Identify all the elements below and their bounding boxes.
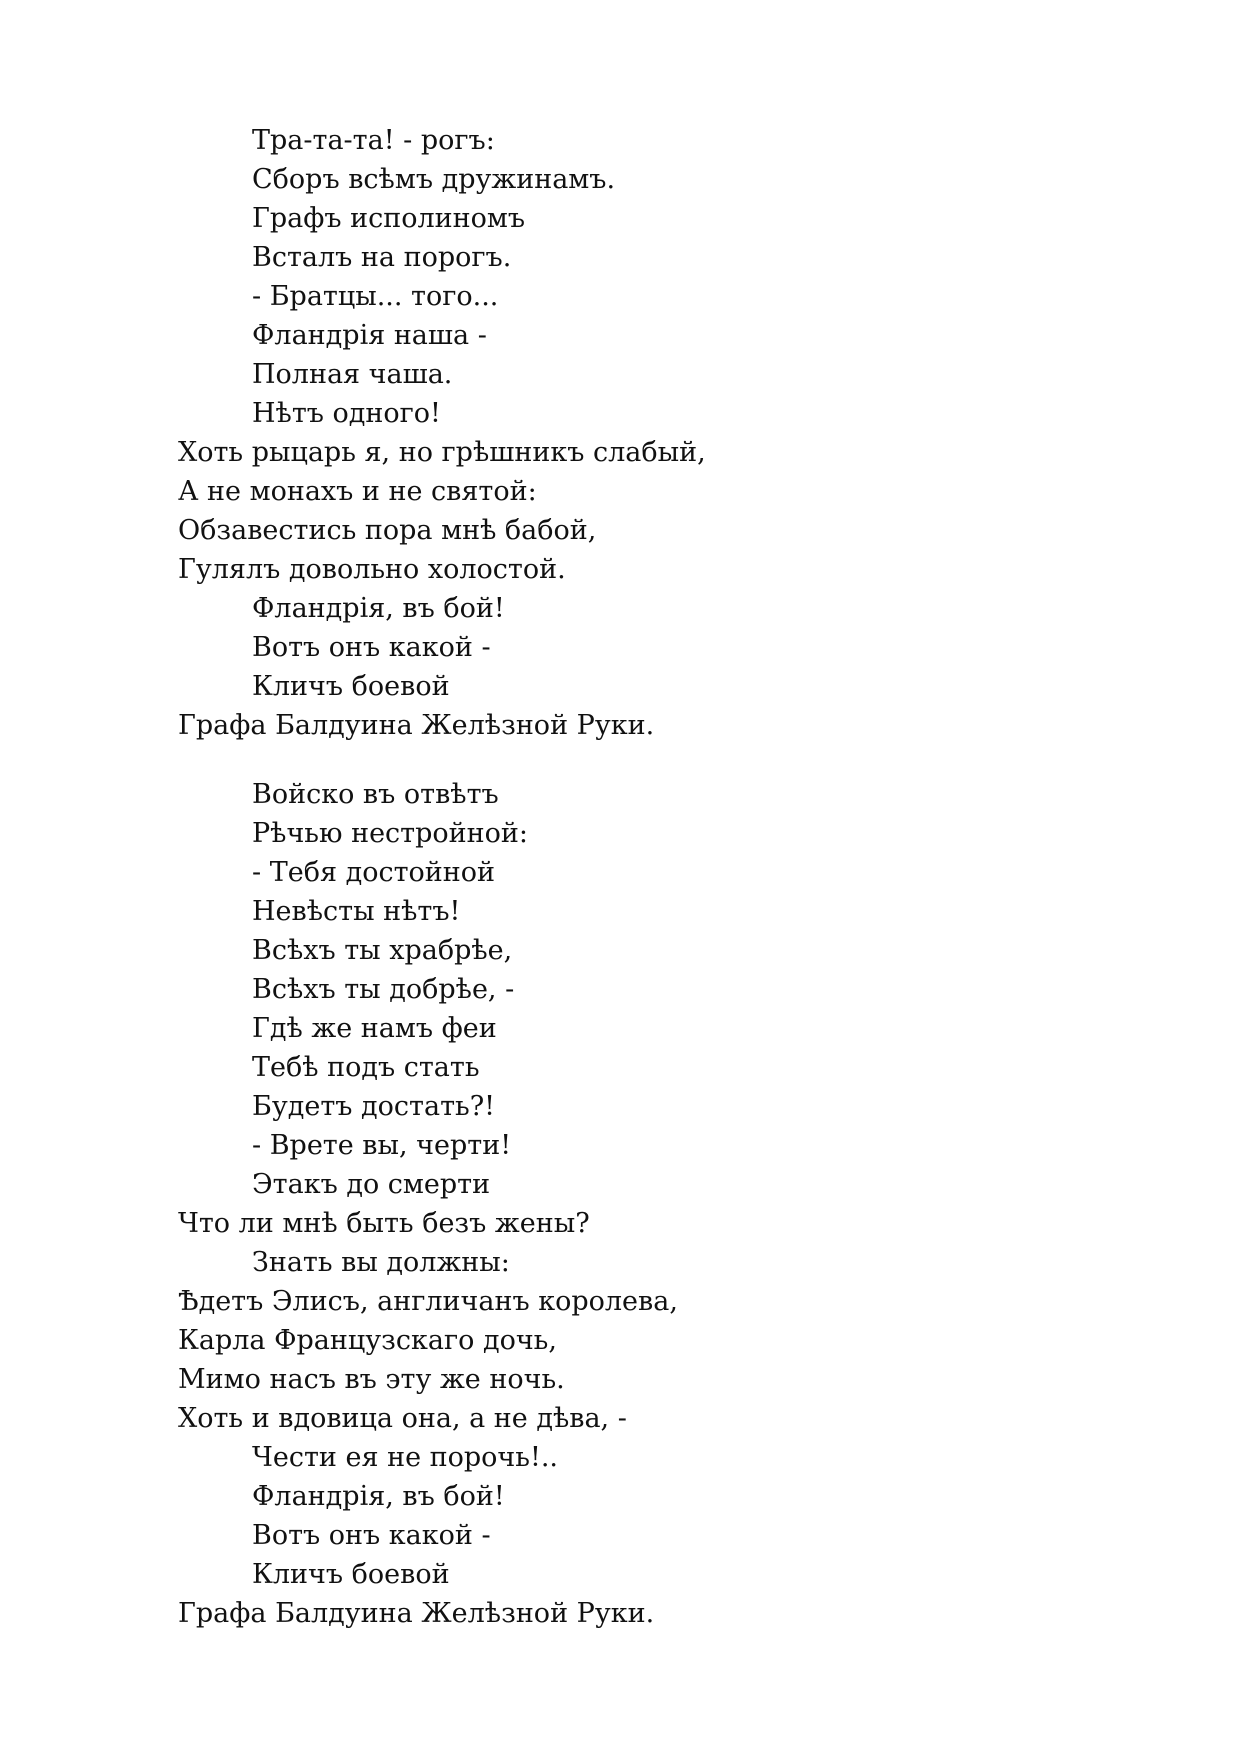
poem-line: Знать вы должны:: [252, 1247, 510, 1278]
poem-line: А не монахъ и не святой:: [178, 476, 537, 507]
poem-line: - Братцы... того...: [252, 281, 499, 312]
poem-line: Мимо насъ въ эту же ночь.: [178, 1364, 565, 1395]
poem-line: Нѣтъ одного!: [252, 398, 441, 429]
poem-line: Этакъ до смерти: [252, 1169, 491, 1200]
poem-line: - Врете вы, черти!: [252, 1130, 512, 1161]
poem-line: Будетъ достать?!: [252, 1091, 496, 1122]
poem-line: Графъ исполиномъ: [252, 203, 526, 234]
poem-line: Графа Балдуина Желѣзной Руки.: [178, 710, 655, 741]
poem-line: Всѣхъ ты храбрѣе,: [252, 935, 513, 966]
poem-line: Что ли мнѣ быть безъ жены?: [178, 1208, 590, 1239]
poem-line: Фландрія, въ бой!: [252, 1481, 505, 1512]
poem-line: Карла Французскаго дочь,: [178, 1325, 557, 1356]
poem-line: - Тебя достойной: [252, 857, 495, 888]
poem-line: Гулялъ довольно холостой.: [178, 554, 566, 585]
poem-line: Вотъ онъ какой -: [252, 1520, 491, 1551]
poem-line: Кличъ боевой: [252, 1559, 450, 1590]
stanza-gap: [178, 745, 1078, 775]
poem-line: Вотъ онъ какой -: [252, 632, 491, 663]
poem-line: Фландрія, въ бой!: [252, 593, 505, 624]
poem-line: Всѣхъ ты добрѣе, -: [252, 974, 515, 1005]
poem-line: Сборъ всѣмъ дружинамъ.: [252, 164, 616, 195]
poem-line: Кличъ боевой: [252, 671, 450, 702]
poem-line: Войско въ отвѣтъ: [252, 779, 499, 810]
poem-body: [178, 121, 1078, 1633]
poem-line: Фландрія наша -: [252, 320, 487, 351]
poem-line: Рѣчью нестройной:: [252, 818, 528, 849]
stanza-2: [178, 775, 1078, 1633]
poem-line: Полная чаша.: [252, 359, 453, 390]
poem-line: Обзавестись пора мнѣ бабой,: [178, 515, 597, 546]
poem-line: Всталъ на порогъ.: [252, 242, 512, 273]
poem-line: Хоть рыцарь я, но грѣшникъ слабый,: [178, 437, 706, 468]
poem-line: Хоть и вдовица она, а не дѣва, -: [178, 1403, 627, 1434]
poem-line: Тебѣ подъ стать: [252, 1052, 480, 1083]
stanza-1: [178, 121, 1078, 745]
poem-line: Тра-та-та! - рогъ:: [252, 125, 495, 156]
poem-line: Невѣсты нѣтъ!: [252, 896, 461, 927]
poem-line: Гдѣ же намъ феи: [252, 1013, 497, 1044]
poem-line: Ѣдетъ Элисъ, англичанъ королева,: [178, 1286, 678, 1317]
poem-line: Чести ея не порочь!..: [252, 1442, 558, 1473]
poem-line: Графа Балдуина Желѣзной Руки.: [178, 1598, 655, 1629]
